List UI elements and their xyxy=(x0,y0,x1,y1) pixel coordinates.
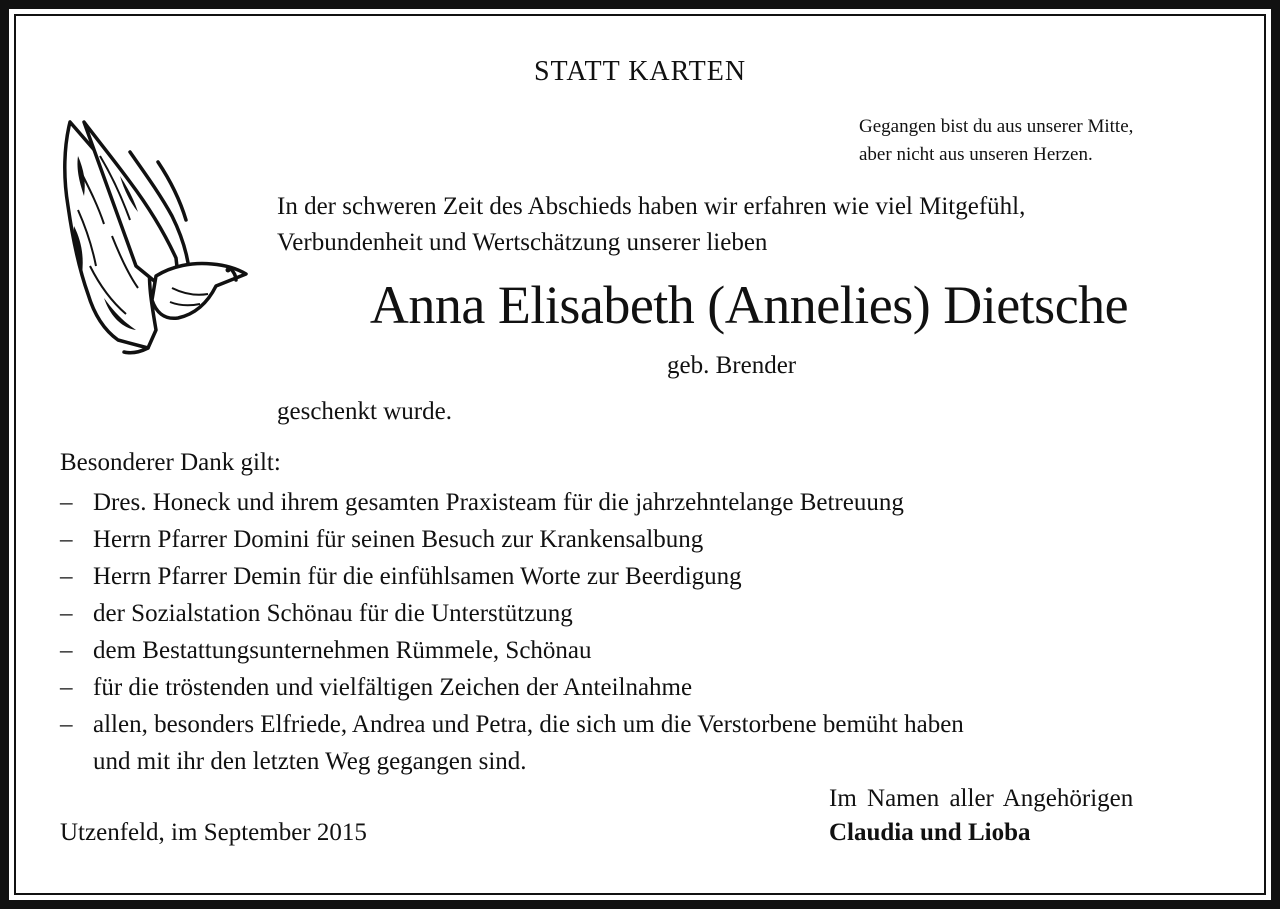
thanks-item-text: für die tröstenden und vielfältigen Zeichen der Anteilnahme xyxy=(93,674,693,701)
dash-glyph: – xyxy=(60,489,73,516)
on-behalf-text: Im Namen aller Angehörigen xyxy=(829,785,1134,812)
thanks-item-text: Dres. Honeck und ihrem gesamten Praxisteam für die jahrzehntelange Betreuung xyxy=(93,489,904,516)
intro-line-2: Verbundenheit und Wertschätzung unserer lieben xyxy=(277,229,768,256)
intro-line-1: In der schweren Zeit des Abschieds haben wir erfahren wie viel Mitgefühl, xyxy=(277,193,1026,220)
thanks-list xyxy=(60,484,964,780)
thanks-item-text: dem Bestattungsunternehmen Rümmele, Schönau xyxy=(93,637,592,664)
dash-glyph: – xyxy=(60,563,73,590)
thanks-item-text: der Sozialstation Schönau für die Unterstützung xyxy=(93,600,573,627)
quote-line-1: Gegangen bist du aus unserer Mitte, xyxy=(859,116,1134,137)
thanks-item xyxy=(60,706,964,743)
dash-glyph: – xyxy=(60,526,73,553)
deceased-name: Anna Elisabeth (Annelies) Dietsche xyxy=(369,275,1129,335)
place-date: Utzenfeld, im September 2015 xyxy=(60,819,367,846)
thanks-item-text: Herrn Pfarrer Domini für seinen Besuch zur Krankensalbung xyxy=(93,526,704,553)
maiden-name: geb. Brender xyxy=(667,352,797,379)
dash-glyph: – xyxy=(60,637,73,664)
thanks-item-text: und mit ihr den letzten Weg gegangen sind. xyxy=(93,748,527,775)
thanks-item-text: allen, besonders Elfriede, Andrea und Petra, die sich um die Verstorbene bemüht haben xyxy=(93,711,964,738)
dash-glyph: – xyxy=(60,600,73,627)
gift-text: geschenkt wurde. xyxy=(277,398,452,425)
thanks-item xyxy=(60,558,964,595)
thanks-item xyxy=(60,595,964,632)
thanks-item-continuation xyxy=(60,743,964,780)
header-title: STATT KARTEN xyxy=(533,56,747,87)
thanks-item-text: Herrn Pfarrer Demin für die einfühlsamen Worte zur Beerdigung xyxy=(93,563,742,590)
thanks-item xyxy=(60,521,964,558)
quote-line-2: aber nicht aus unseren Herzen. xyxy=(859,144,1093,165)
intro-text xyxy=(277,189,1025,261)
thanks-heading: Besonderer Dank gilt: xyxy=(60,449,281,476)
dash-glyph: – xyxy=(60,711,73,738)
dash-glyph: – xyxy=(60,674,73,701)
signers-names: Claudia und Lioba xyxy=(829,819,1031,846)
thanks-item xyxy=(60,484,964,521)
memorial-quote xyxy=(859,113,1133,169)
thanks-item xyxy=(60,632,964,669)
thanks-item xyxy=(60,669,964,706)
